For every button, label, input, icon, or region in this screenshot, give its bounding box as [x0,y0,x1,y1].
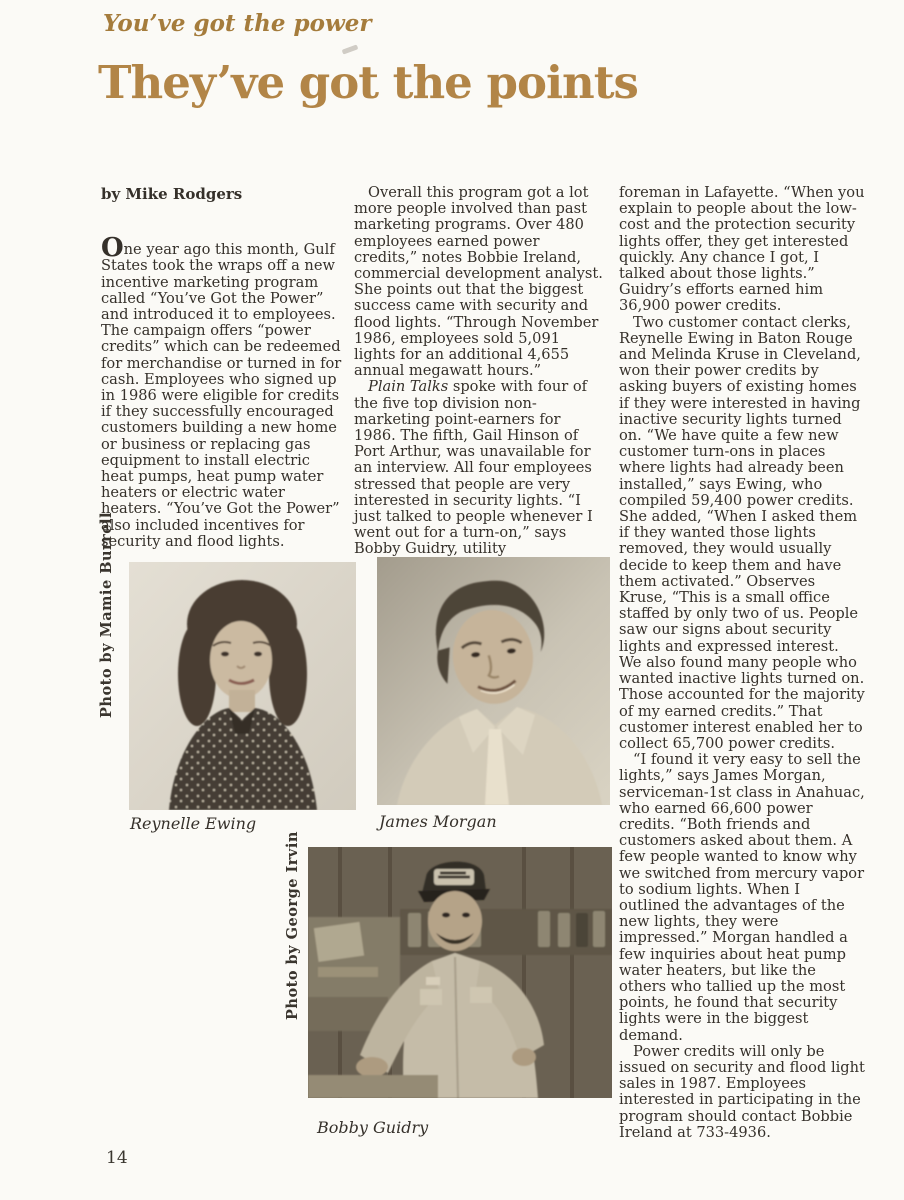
photo-reynelle-ewing [129,562,356,810]
drop-cap: O [101,233,124,264]
paragraph: foreman in Lafayette. “When you explain to people about the low-cost and the protection security lights offer, they get interested quickly. Any chance I got, I talked about those lights.” Guidry’s efforts earned him 36,900 power credits. [619,184,865,315]
paragraph: “I found it very easy to sell the lights,” says James Morgan, serviceman-1st class in Anahuac, who earned 66,600 power credits. “Both friends and customers asked about them. A few people wanted to know why we switched from mercury vapor to sodium lights. When I outlined the advantages of the new lights, they were impressed.” Morgan handled a few inquiries about heat pump water heaters, but like the others who tallied up the most points, he found that security lights were in the biggest demand. [619,751,865,1044]
photo-caption-guidry: Bobby Guidry [317,1118,429,1137]
column-1 [101,186,343,550]
paragraph: Power credits will only be issued on security and flood light sales in 1987. Employees interested in participating in the program should contact Bobbie Ireland at 733-4936. [619,1042,865,1141]
photo-credit-george-irvin: Photo by George Irvin [284,831,301,1020]
column-2 [354,185,604,558]
photo-caption-ewing: Reynelle Ewing [130,814,257,833]
byline: by Mike Rodgers [101,185,243,203]
photo-bobby-guidry [308,847,612,1098]
publication-name: Plain Talks [368,378,449,396]
page-number: 14 [106,1148,128,1168]
article-title: They’ve got the points [98,56,638,109]
paragraph: Two customer contact clerks, Reynelle Ewing in Baton Rouge and Melinda Kruse in Cleveland, won their power credits by asking buyers of existing homes if they were interested in having inactive security lights turned on. “We have quite a few new customer turn-ons in places where lights had already been installed,” says Ewing, who compiled 59,400 power credits. She added, “When I asked them if they wanted those lights removed, they would usually decide to keep them and have them activated.” Observes Kruse, “This is a small office staffed by only two of us. People saw our signs about security lights and expressed interest. We also found many people who wanted inactive lights turned on. Those accounted for the majority of my earned credits.” That customer interest enabled her to collect 65,700 power credits. [619,313,865,752]
paragraph-text: spoke with four of the five top division non-marketing point-earners for 1986. The fifth, Gail Hinson of Port Arthur, was unavailable for an interview. All four employees stressed that people are very interested in security lights. “I just talked to people whenever I went out for a turn-on,” says Bobby Guidry, utility [354,378,593,558]
paragraph [354,379,604,557]
series-header: You’ve got the power [103,10,372,37]
photo-credit-mamie-burrell: Photo by Mamie Burrell [98,511,115,718]
paragraph [101,233,343,550]
photo-caption-morgan: James Morgan [379,812,497,831]
photo-james-morgan [377,557,610,805]
paragraph-text: ne year ago this month, Gulf States took the wraps off a new incentive marketing program called “You’ve Got the Power” and introduced it to employees. The campaign offers “power credits” which can be redeemed for merchandise or turned in for cash. Employees who signed up in 1986 were eligible for credits if they successfully encouraged customers building a new home or business or replacing gas equipment to install electric heat pumps, heat pump water heaters or electric water heaters. “You’ve Got the Power” also included incentives for security and flood lights. [101,241,342,550]
column-3 [619,185,865,1141]
scan-smudge [342,44,359,54]
paragraph: Overall this program got a lot more people involved than past marketing programs. Over 480 employees earned power credits,” notes Bobbie Ireland, commercial development analyst. She points out that the biggest success came with security and flood lights. “Through November 1986, employees sold 5,091 lights for an additional 4,655 annual megawatt hours.” [354,184,603,380]
